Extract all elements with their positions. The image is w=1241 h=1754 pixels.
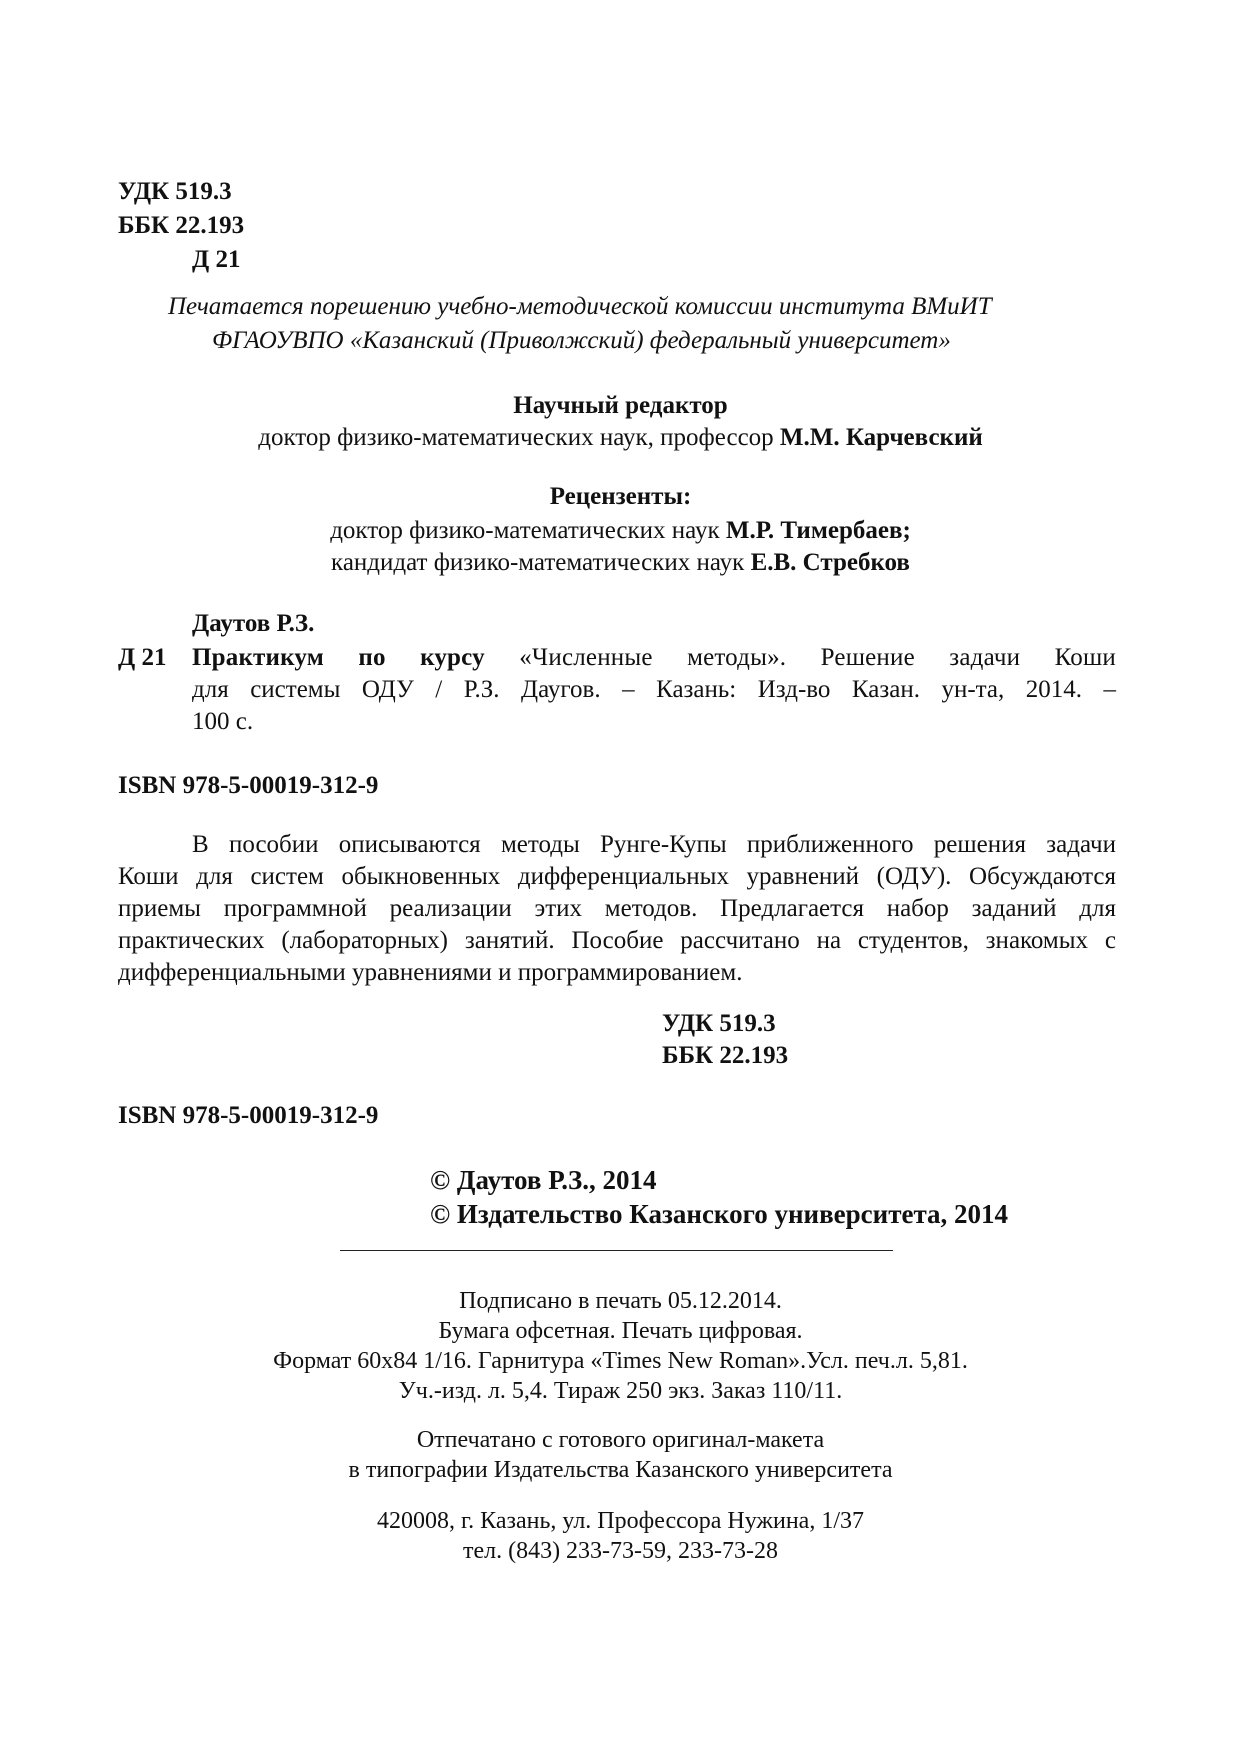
entry-code: Д 21	[118, 644, 167, 671]
approval-line-1: Печатается порешению учебно-методической комиссии института ВМиИТ	[168, 293, 992, 320]
entry-title-line	[192, 642, 1116, 674]
approval-line-2: ФГАОУВПО «Казанский (Приволжский) федеральный университет»	[212, 327, 951, 354]
abstract	[118, 829, 1116, 989]
editor-name: М.М. Карчевский	[779, 424, 983, 451]
abstract-line: практических (лабораторных) занятий. Пособие рассчитано на студентов, знакомых с	[118, 927, 1116, 954]
colophon-signed: Подписано в печать 05.12.2014.	[459, 1288, 782, 1314]
colophon-printed-1: Отпечатано с готового оригинал-макета	[416, 1427, 825, 1453]
colophon-phone: тел. (843) 233-73-59, 233-73-28	[462, 1538, 779, 1564]
udk-code-bottom: УДК 519.3	[662, 1010, 776, 1037]
author-mark: Д 21	[192, 246, 241, 273]
divider	[340, 1250, 893, 1251]
colophon-edition: Уч.-изд. л. 5,4. Тираж 250 экз. Заказ 110/11.	[398, 1378, 843, 1404]
editor-line	[0, 422, 1241, 454]
abstract-line: дифференциальными уравнениями и программированием.	[118, 959, 743, 986]
colophon-format: Формат 60х84 1/16. Гарнитура «Times New Roman».Усл. печ.л. 5,81.	[273, 1348, 968, 1374]
reviewer-line	[0, 547, 1241, 579]
abstract-line: приемы программной реализации этих методов. Предлагается набор заданий для	[118, 895, 1116, 922]
entry-publication-line: для системы ОДУ / Р.З. Даугов. – Казань: Изд-во Казан. ун-та, 2014. –	[192, 676, 1116, 703]
entry-title-rest: «Численные методы». Решение задачи Коши	[519, 644, 1116, 671]
reviewer-name: М.Р. Тимербаев;	[725, 517, 911, 544]
colophon-printed-2: в типографии Издательства Казанского университета	[348, 1457, 893, 1483]
reviewers-heading: Рецензенты:	[549, 483, 692, 510]
reviewer-credentials: кандидат физико-математических наук	[331, 549, 745, 576]
isbn: ISBN 978-5-00019-312-9	[118, 772, 379, 799]
reviewer-credentials: доктор физико-математических наук	[330, 517, 720, 544]
reviewer-line	[0, 515, 1241, 547]
entry-author: Даутов Р.З.	[192, 610, 315, 637]
bbk-code-bottom: ББК 22.193	[662, 1042, 789, 1069]
editor-heading: Научный редактор	[513, 392, 728, 419]
isbn-bottom: ISBN 978-5-00019-312-9	[118, 1102, 379, 1129]
abstract-line: Коши для систем обыкновенных дифференциальных уравнений (ОДУ). Обсуждаются	[118, 863, 1116, 890]
copyright-publisher: © Издательство Казанского университета, 2014	[430, 1199, 1009, 1229]
copyright-author: © Даутов Р.З., 2014	[430, 1165, 657, 1195]
editor-credentials: доктор физико-математических наук, профессор	[258, 424, 774, 451]
bbk-code: ББК 22.193	[118, 212, 245, 239]
udk-code: УДК 519.3	[118, 178, 232, 205]
reviewer-name: Е.В. Стребков	[750, 549, 910, 576]
colophon-paper: Бумага офсетная. Печать цифровая.	[438, 1318, 803, 1344]
abstract-line: В пособии описываются методы Рунге-Купы приближенного решения задачи	[192, 831, 1116, 858]
entry-title-bold: Практикум по курсу	[192, 644, 485, 671]
entry-pages: 100 с.	[192, 708, 254, 735]
colophon-address: 420008, г. Казань, ул. Профессора Нужина, 1/37	[376, 1508, 865, 1534]
